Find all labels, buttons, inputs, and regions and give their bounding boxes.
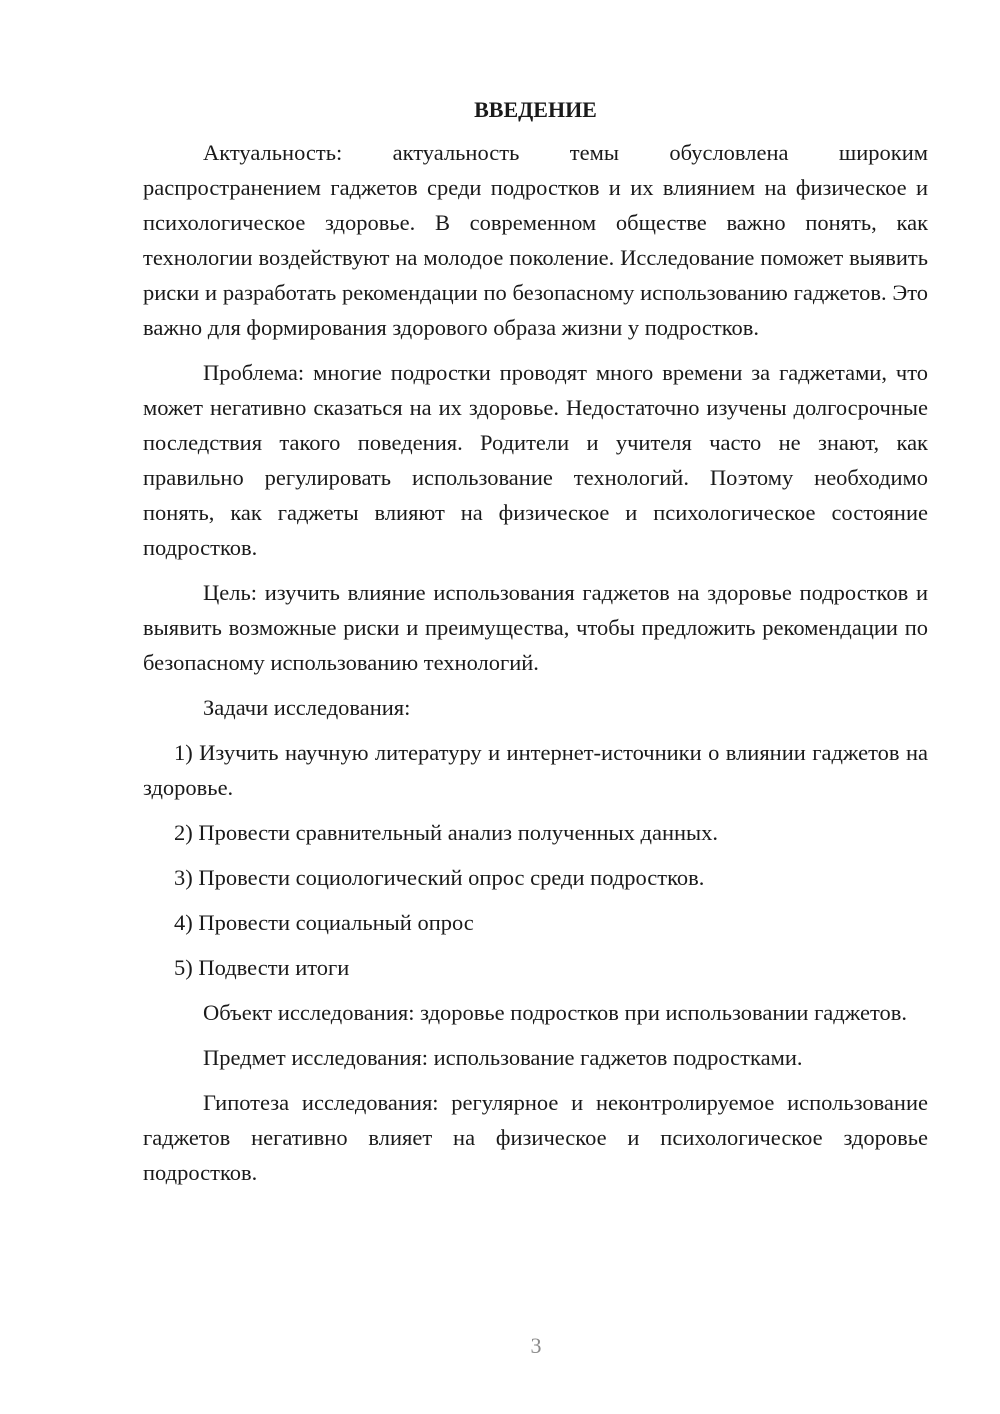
hypothesis-paragraph: Гипотеза исследования: регулярное и неконтролируемое использование гаджетов негативно влияет на физическое и психологическое здоровье подростков. <box>143 1090 928 1185</box>
relevance-paragraph: Актуальность: актуальность темы обусловлена широким распространением гаджетов среди подростков и их влиянием на физическое и психологическое здоровье. В современном обществе важно понять, как технологии воздействуют на молодое поколение. Исследование поможет выявить риски и разработать рекомендации по безопасному использованию гаджетов. Это важно для формирования здорового образа жизни у подростков. <box>143 140 928 340</box>
goal-paragraph: Цель: изучить влияние использования гаджетов на здоровье подростков и выявить возможные риски и преимущества, чтобы предложить рекомендации по безопасному использованию технологий. <box>143 580 928 675</box>
problem-paragraph: Проблема: многие подростки проводят много времени за гаджетами, что может негативно сказаться на их здоровье. Недостаточно изучены долгосрочные последствия такого поведения. Родители и учителя часто не знают, как правильно регулировать использование технологий. Поэтому необходимо понять, как гаджеты влияют на физическое и психологическое состояние подростков. <box>143 360 928 560</box>
tasks-heading: Задачи исследования: <box>203 695 411 720</box>
document-page <box>143 95 928 1200</box>
task-item-2: 2) Провести сравнительный анализ полученных данных. <box>174 820 719 845</box>
page-number: 3 <box>530 1333 542 1358</box>
page-title: ВВЕДЕНИЕ <box>474 97 597 122</box>
task-item-1: 1) Изучить научную литературу и интернет-источники о влиянии гаджетов на здоровье. <box>143 740 928 800</box>
object-paragraph: Объект исследования: здоровье подростков при использовании гаджетов. <box>203 1000 908 1025</box>
task-item-5: 5) Подвести итоги <box>174 955 350 980</box>
task-item-4: 4) Провести социальный опрос <box>174 910 474 935</box>
task-item-3: 3) Провести социологический опрос среди подростков. <box>174 865 705 890</box>
subject-paragraph: Предмет исследования: использование гаджетов подростками. <box>203 1045 803 1070</box>
